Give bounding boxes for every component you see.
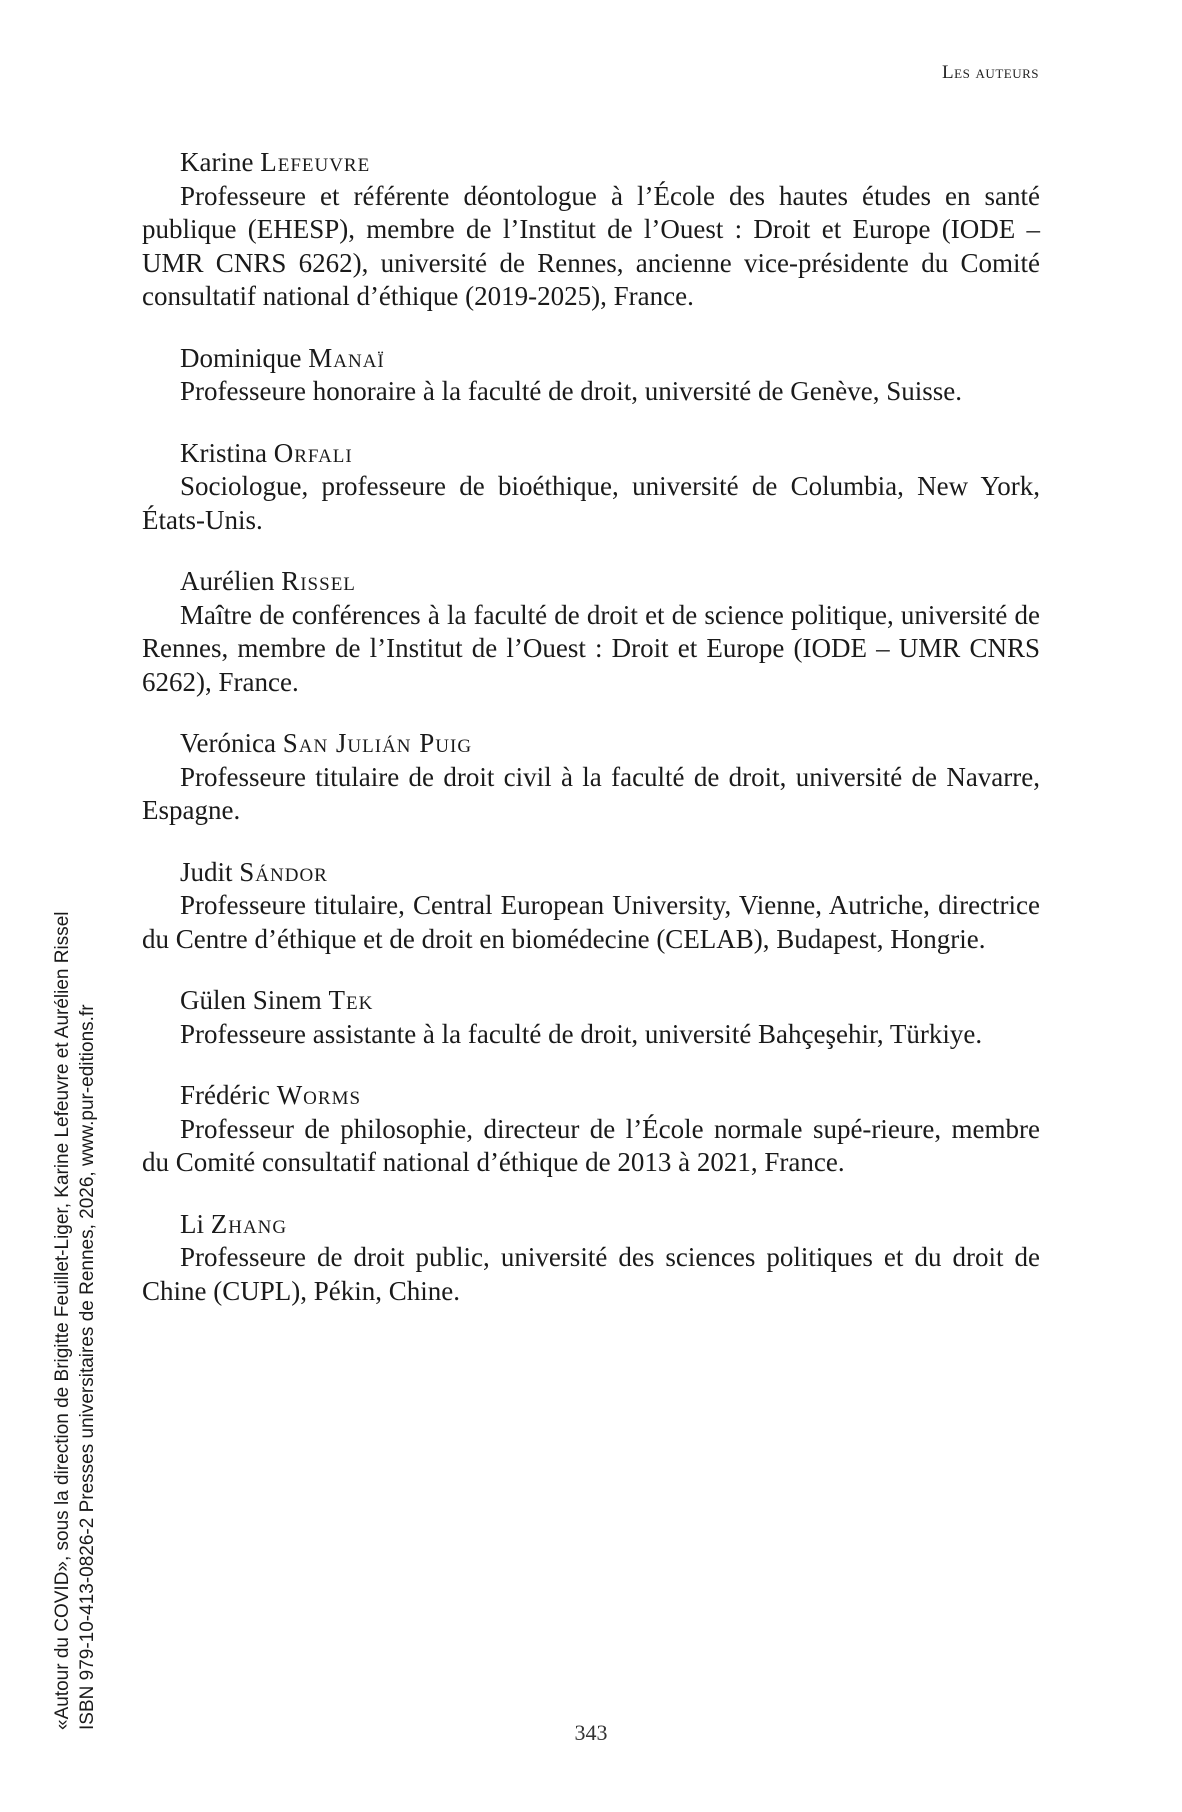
author-affiliation: Maître de conférences à la faculté de droit et de science politique, université de Rennes, membre de l’Institut de l’Ouest : Droit et Europe (IODE – UMR CNRS 6262), France. (142, 599, 1040, 697)
author-first-name: Frédéric (180, 1080, 270, 1110)
author-surname: Sándor (239, 856, 328, 887)
author-surname: Orfali (273, 437, 353, 468)
author-first-name: Karine (180, 147, 254, 177)
author-entry (142, 437, 1040, 538)
author-name (142, 727, 1040, 761)
author-first-name: Gülen Sinem (180, 985, 322, 1015)
author-surname: Lefeuvre (260, 147, 371, 177)
author-name (142, 437, 1040, 471)
author-entry (142, 856, 1040, 957)
side-note-line-2: ISBN 979-10-413-0826-2 Presses universitaires de Rennes, 2026, www.pur-editions.fr (77, 1004, 98, 1730)
author-first-name: Aurélien (180, 566, 275, 596)
author-entry (142, 565, 1040, 699)
side-copyright-note (50, 810, 100, 1730)
author-entry (142, 342, 1040, 409)
side-note-line-1: «Autour du COVID», sous la direction de Brigitte Feuillet-Liger, Karine Lefeuvre et Aurélien Rissel (52, 911, 73, 1730)
author-name (142, 146, 1040, 180)
author-affiliation: Sociologue, professeure de bioéthique, université de Columbia, New York, États-Unis. (142, 471, 1040, 535)
running-head: Les auteurs (942, 62, 1039, 83)
author-affiliation: Professeure assistante à la faculté de droit, université Bahçeşehir, Türkiye. (180, 1018, 983, 1049)
author-affiliation: Professeure de droit public, université des sciences politiques et du droit de Chine (CUPL), Pékin, Chine. (142, 1242, 1040, 1306)
author-surname: Zhang (210, 1208, 288, 1239)
author-affiliation: Professeure titulaire, Central European University, Vienne, Autriche, directrice du Centre d’éthique et de droit en biomédecine (CELAB), Budapest, Hongrie. (142, 890, 1040, 954)
author-surname: San Julián Puig (282, 728, 473, 758)
author-name (142, 856, 1040, 890)
author-affiliation: Professeure honoraire à la faculté de droit, université de Genève, Suisse. (180, 376, 962, 406)
author-affiliation: Professeure et référente déontologue à l’École des hautes études en santé publique (EHESP), membre de l’Institut de l’Ouest : Droit et Europe (IODE – UMR CNRS 6262), université de Rennes, ancienne vice-présidente du Comité consultatif national d’éthique (2019-2025), France. (142, 180, 1040, 311)
author-first-name: Kristina (180, 437, 267, 468)
author-first-name: Verónica (180, 728, 276, 758)
author-name (142, 565, 1040, 599)
author-affiliation: Professeure titulaire de droit civil à la faculté de droit, université de Navarre, Espagne. (142, 761, 1040, 825)
author-surname: Manaï (308, 342, 385, 373)
author-first-name: Judit (180, 856, 233, 887)
author-name (142, 342, 1040, 376)
page-number: 343 (574, 1720, 608, 1745)
author-entry (142, 1208, 1040, 1309)
author-first-name: Dominique (180, 342, 302, 373)
author-entry (142, 146, 1040, 314)
author-entry (142, 727, 1040, 828)
author-entry (142, 984, 1040, 1051)
author-surname: Tek (328, 985, 374, 1015)
author-entry (142, 1079, 1040, 1180)
author-surname: Rissel (281, 566, 356, 596)
author-surname: Worms (276, 1080, 362, 1110)
author-list (142, 146, 1040, 1336)
author-first-name: Li (180, 1208, 204, 1239)
author-name (142, 1079, 1040, 1113)
author-name (142, 984, 1040, 1018)
author-name (142, 1208, 1040, 1242)
author-affiliation: Professeur de philosophie, directeur de l’École normale supé-rieure, membre du Comité consultatif national d’éthique de 2013 à 2021, France. (142, 1113, 1040, 1177)
